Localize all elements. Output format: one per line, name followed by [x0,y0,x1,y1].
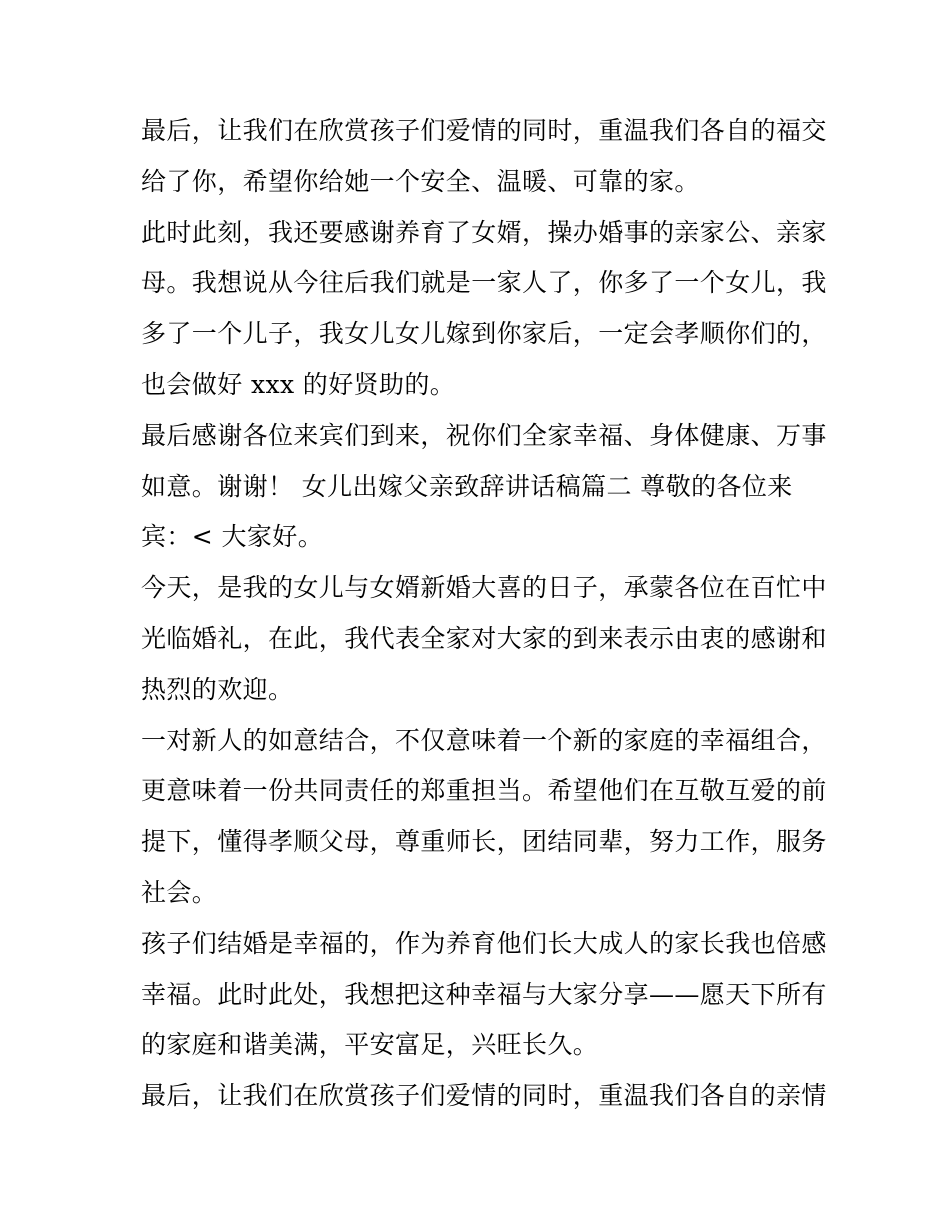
text-line: 母。我想说从今往后我们就是一家人了，你多了一个女儿，我 [141,268,827,298]
text-line: 今天，是我的女儿与女婿新婚大喜的日子，承蒙各位在百忙中 [141,573,827,603]
document-body [141,106,827,1122]
text-line: 光临婚礼，在此，我代表全家对大家的到来表示由衷的感谢和 [141,623,827,653]
text-line: 的家庭和谐美满，平安富足，兴旺长久。 [141,1030,599,1060]
text-line: 孩子们结婚是幸福的，作为养育他们长大成人的家长我也倍感 [141,928,827,958]
text-line: 最后，让我们在欣赏孩子们爱情的同时，重温我们各自的亲情 [141,1081,827,1111]
text-line: 也会做好 xxx 的好贤助的。 [141,369,456,399]
text-line: 热烈的欢迎。 [141,674,294,704]
text-line: 宾：< 大家好。 [141,522,324,552]
text-line: 多了一个儿子，我女儿女儿嫁到你家后，一定会孝顺你们的， [141,319,827,349]
text-line: 如意。谢谢！ 女儿出嫁父亲致辞讲话稿篇二 尊敬的各位来 [141,471,793,501]
text-line: 最后，让我们在欣赏孩子们爱情的同时，重温我们各自的福交 [141,116,827,145]
text-line: 此时此刻，我还要感谢养育了女婿，操办婚事的亲家公、亲家 [141,217,827,247]
text-line: 给了你，希望你给她一个安全、温暖、可靠的家。 [141,166,700,196]
text-line: 更意味着一份共同责任的郑重担当。希望他们在互敬互爱的前 [141,776,827,806]
text-line: 提下，懂得孝顺父母，尊重师长，团结同辈，努力工作，服务 [141,827,827,857]
text-line: 最后感谢各位来宾们到来，祝你们全家幸福、身体健康、万事 [141,420,827,450]
text-line: 社会。 [141,877,218,907]
text-line: 一对新人的如意结合，不仅意味着一个新的家庭的幸福组合， [141,725,827,755]
text-line: 幸福。此时此处，我想把这种幸福与大家分享——愿天下所有 [141,979,827,1009]
